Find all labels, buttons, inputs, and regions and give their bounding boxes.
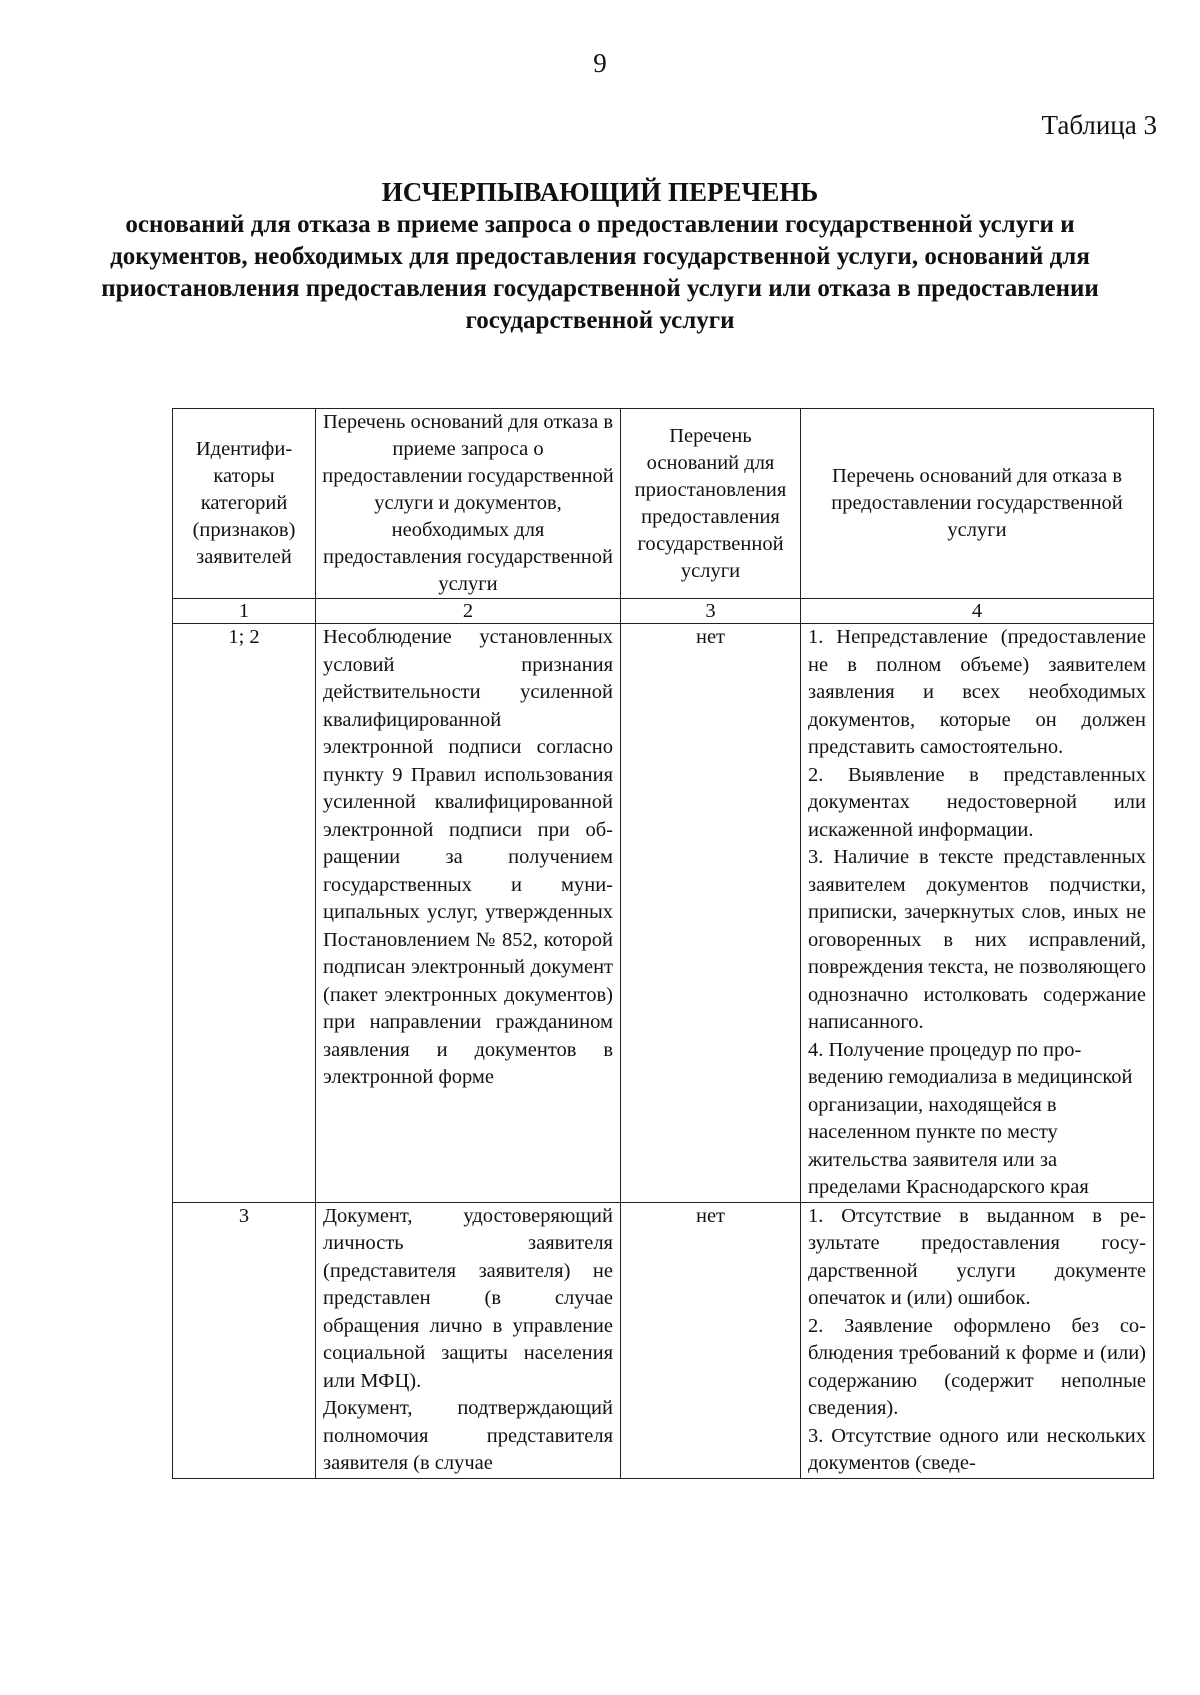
row-refusal-service bbox=[801, 624, 1154, 1203]
row-category-id: 1; 2 bbox=[173, 624, 316, 1203]
header-refusal-acceptance: Перечень оснований для отказа в приеме запроса о предоставлении государственной услуги и документов, необходимых для предоставления государственной услуги bbox=[316, 409, 621, 599]
column-number: 2 bbox=[316, 599, 621, 624]
refusal-item: 4. Получение процедур по проведению гемодиализа в медицинской организации, находящейся в населенном пункте по месту жительства заявителя или за пределами Краснодарского края bbox=[808, 1038, 1133, 1198]
table-label: Таблица 3 bbox=[1041, 110, 1157, 140]
row-suspension: нет bbox=[621, 1202, 801, 1478]
column-number: 3 bbox=[621, 599, 801, 624]
refusal-item: 3. Отсутствие одного или нескольких документов (сведе- bbox=[808, 1424, 1146, 1474]
row-refusal-acceptance bbox=[316, 1202, 621, 1478]
document-title bbox=[100, 175, 1100, 337]
header-applicant-categories: Идентификаторы категорий (признаков) заявителей bbox=[173, 409, 316, 599]
column-number: 4 bbox=[801, 599, 1154, 624]
grounds-table bbox=[172, 408, 1154, 1479]
table-row bbox=[173, 624, 1154, 1203]
refusal-item: 1. Непредставление (предоставление не в полном объеме) заявителем заявления и всех необходимых документов, которые он должен представить самостоятельно. bbox=[808, 626, 1146, 758]
column-numbers-row bbox=[173, 599, 1154, 624]
title-subtitle: оснований для отказа в приеме запроса о предоставлении государственной услуги и документов, необходимых для предоставления государственной услуги, оснований для приостановления предоставления государственной услуги или отказа в предоставлении государственной услуги bbox=[101, 211, 1099, 334]
refusal-paragraph: Документ, подтверждающий полномочия представителя заявителя (в случае bbox=[323, 1397, 613, 1474]
refusal-paragraph: Документ, удостоверяющий личность заявителя (представителя заявителя) не представлен (в случае обращения лично в управление социальной защиты населения или МФЦ). bbox=[323, 1204, 613, 1392]
row-refusal-acceptance: Несоблюдение установленных условий признания действительности усиленной квалифицированной электронной подписи согласно пункту 9 Правил использования усиленной квалифицированной электронной подписи при обращении за получением государственных и муниципальных услуг, утвержденных Постановлением № 852, которой подписан электронный документ (пакет электронных документов) при направлении гражданином заявления и документов в электронной форме bbox=[316, 624, 621, 1203]
refusal-item: 2. Выявление в представленных документах недостоверной или искаженной информации. bbox=[808, 763, 1146, 841]
header-suspension: Перечень оснований для приостановления предоставления государственной услуги bbox=[621, 409, 801, 599]
row-category-id: 3 bbox=[173, 1202, 316, 1478]
header-refusal-service: Перечень оснований для отказа в предоставлении государственной услуги bbox=[801, 409, 1154, 599]
refusal-item: 2. Заявление оформлено без соблюдения требований к форме и (или) содержанию (содержит неполные сведения). bbox=[808, 1314, 1146, 1419]
column-number: 1 bbox=[173, 599, 316, 624]
table-header-row bbox=[173, 409, 1154, 599]
refusal-item: 1. Отсутствие в выданном в результате предоставления государственной услуги документе опечаток и (или) ошибок. bbox=[808, 1204, 1146, 1309]
refusal-item: 3. Наличие в тексте представленных заявителем документов подчистки, приписки, зачеркнутых слов, иных не оговоренных в них исправлений, повреждения текста, не позволяющего однозначно истолковать содержание написанного. bbox=[808, 846, 1146, 1033]
row-suspension: нет bbox=[621, 624, 801, 1203]
row-refusal-service bbox=[801, 1202, 1154, 1478]
page-number: 9 bbox=[593, 48, 607, 78]
title-main: ИСЧЕРПЫВАЮЩИЙ ПЕРЕЧЕНЬ bbox=[381, 177, 819, 207]
table-row bbox=[173, 1202, 1154, 1478]
